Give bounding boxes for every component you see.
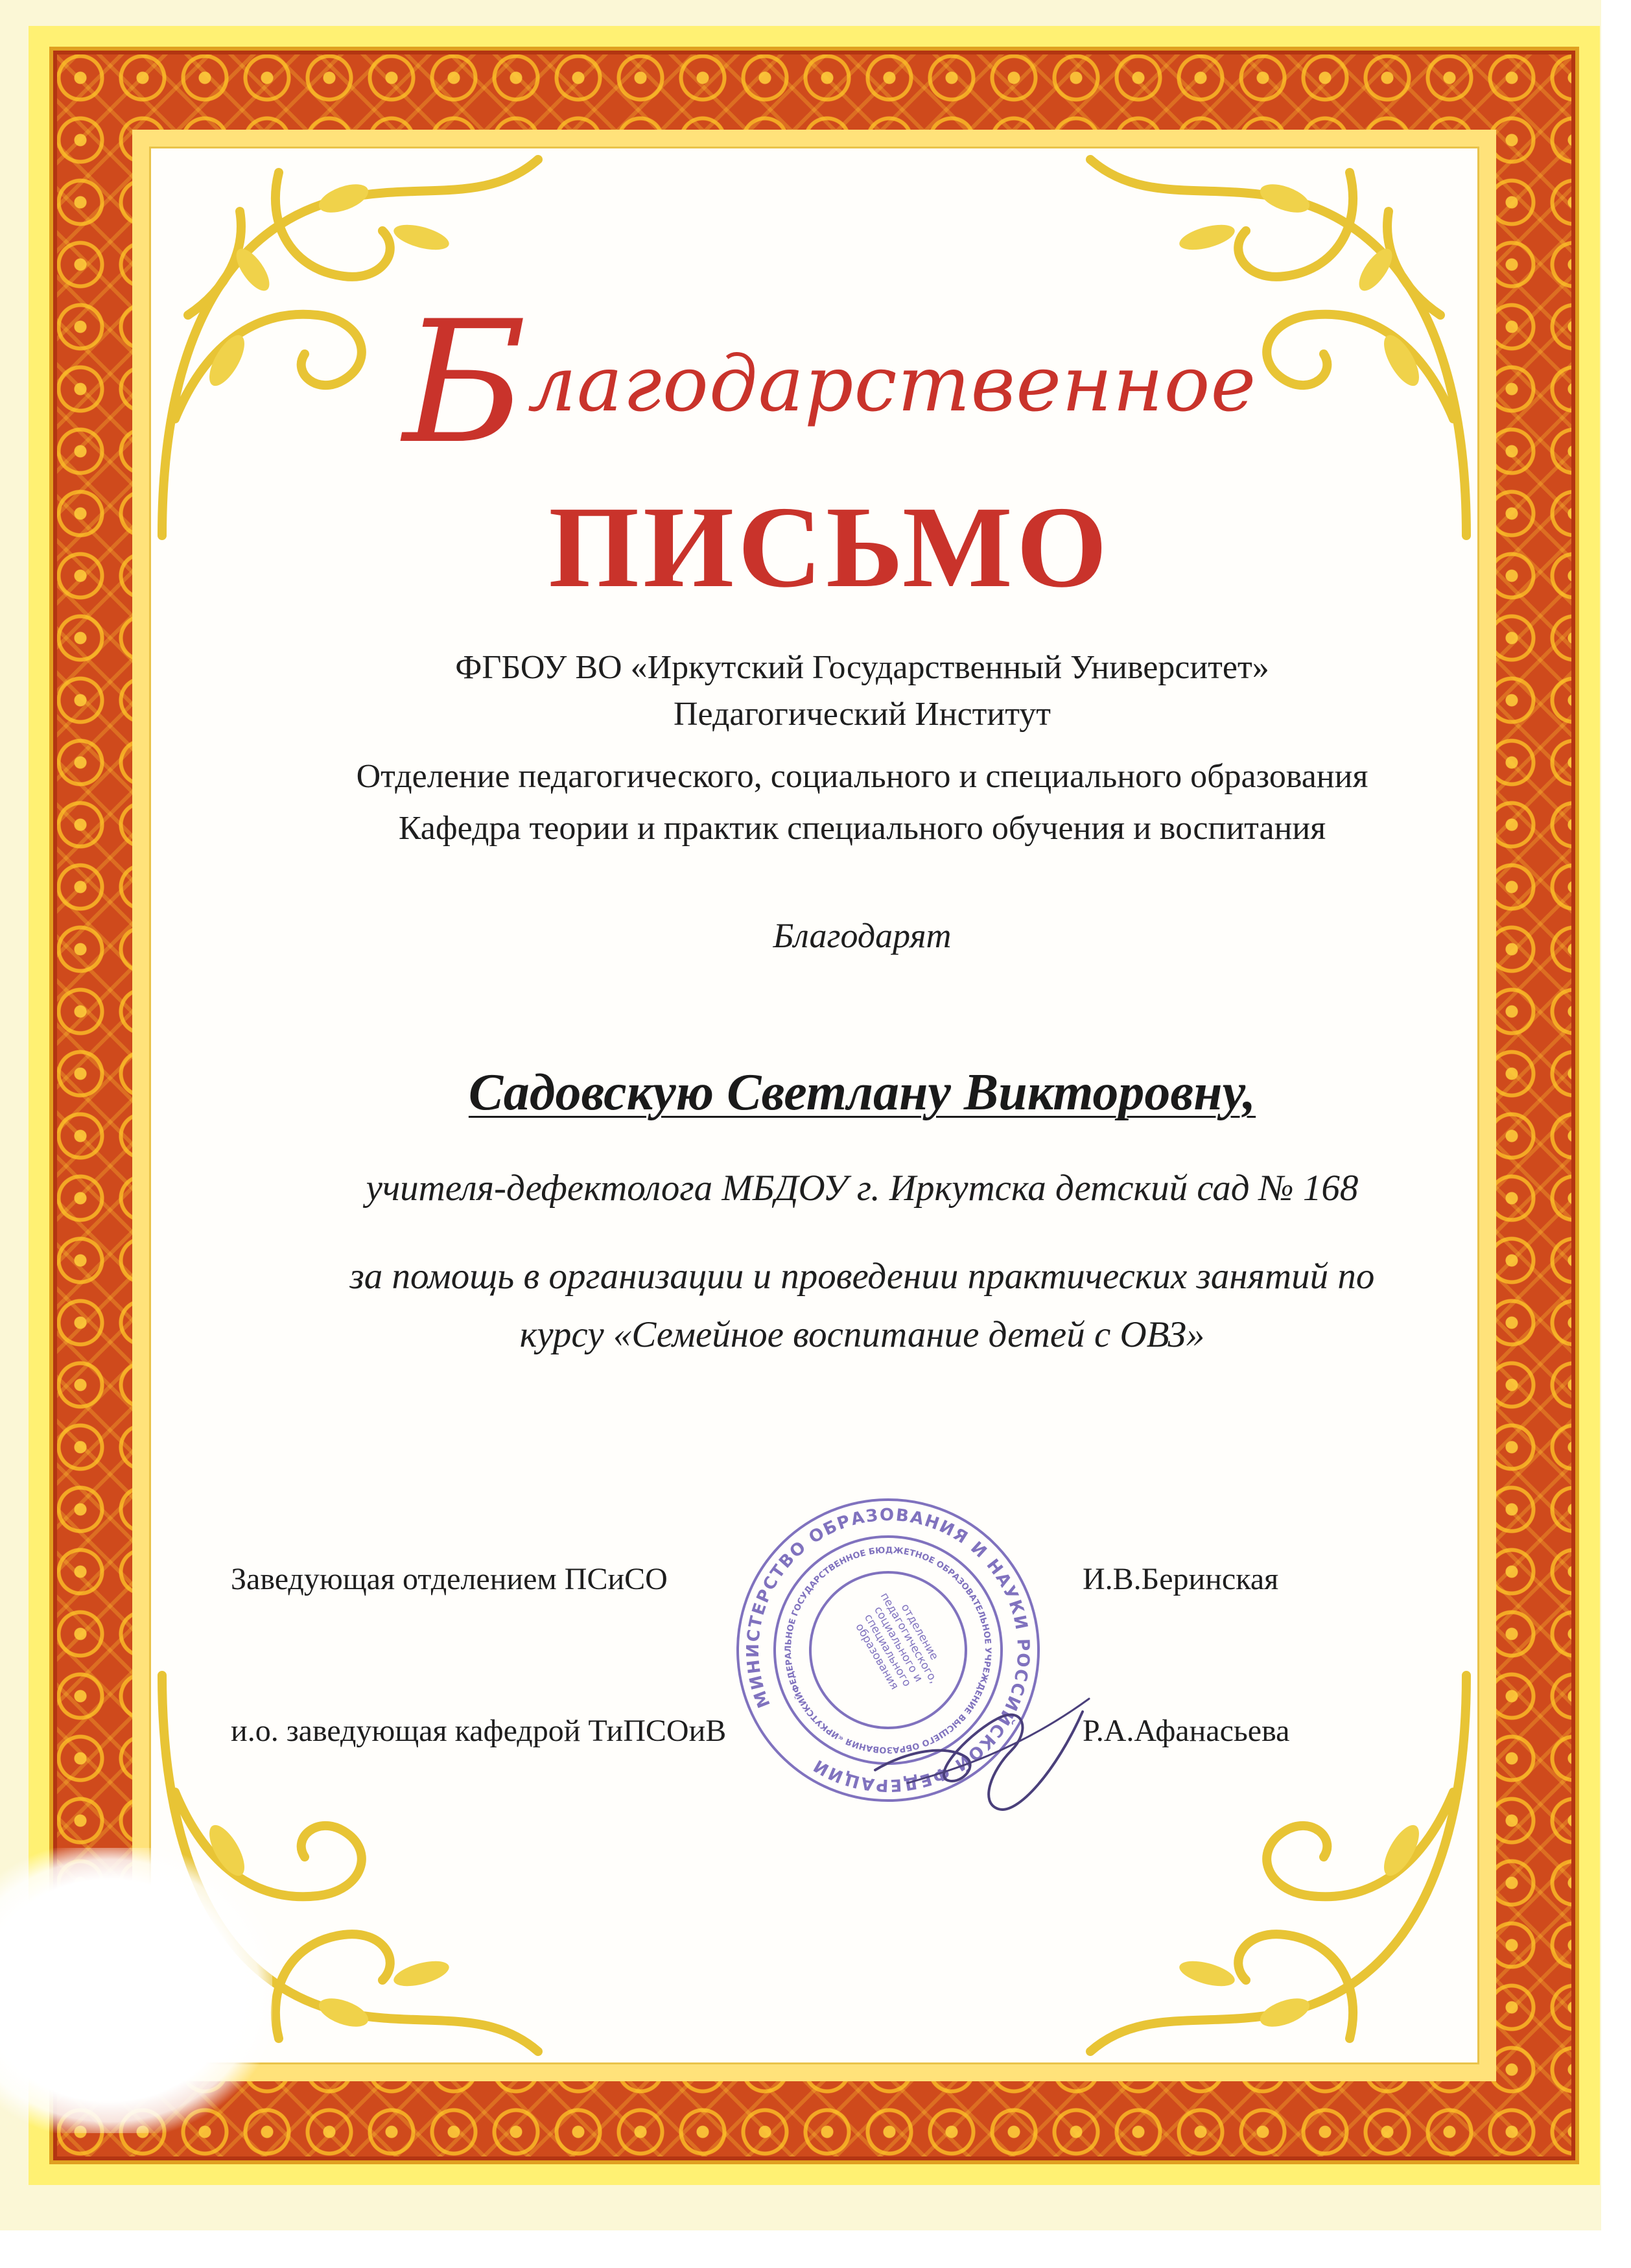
recipient-name: Садовскую Светлану Викторовну, xyxy=(468,1064,1256,1121)
reason-line-2: курсу «Семейное воспитание детей с ОВЗ» xyxy=(519,1314,1205,1355)
title-script-capital: Б xyxy=(403,285,528,481)
stamp-middle-ring-text: ФЕДЕРАЛЬНОЕ ГОСУДАРСТВЕННОЕ БЮДЖЕТНОЕ ОБРАЗОВАТЕЛЬНОЕ УЧРЕЖДЕНИЕ ВЫСШЕГО ОБРАЗОВАНИЯ «ИРКУТСКИЙ xyxy=(783,1545,993,1755)
organization-line-1: ФГБОУ ВО «Иркутский Государственный Университет» xyxy=(455,649,1269,686)
title-main: ПИСЬМО xyxy=(548,482,1111,611)
signatory-1-name: И.В.Беринская xyxy=(1083,1562,1279,1596)
title-script-rest: лагодарственное xyxy=(527,339,1257,429)
reason-line-1: за помощь в организации и проведении практических занятий по xyxy=(349,1256,1375,1297)
signatory-2-name: Р.А.Афанасьева xyxy=(1083,1714,1290,1748)
organization-line-2: Педагогический Институт xyxy=(674,696,1051,733)
organization-line-3: Отделение педагогического, социального и специального образования xyxy=(356,758,1368,795)
signatory-1-position: Заведующая отделением ПСиСО xyxy=(231,1562,668,1596)
signatory-2-position: и.о. заведующая кафедрой ТиПСОиВ xyxy=(231,1714,727,1748)
stamp-outer-ring-text: МИНИСТЕРСТВО ОБРАЗОВАНИЯ И НАУКИ РОССИЙСКОЙ ФЕДЕРАЦИИ xyxy=(743,1505,1033,1795)
recipient-position: учителя-дефектолога МБДОУ г. Иркутска детский сад № 168 xyxy=(366,1168,1359,1209)
handwritten-signature-icon xyxy=(869,1673,1102,1828)
thanks-word: Благодарят xyxy=(773,916,952,955)
paper-wear-mark xyxy=(0,1848,272,2133)
organization-line-4: Кафедра теории и практик специального обучения и воспитания xyxy=(398,810,1326,847)
stamp-center-text: отделение педагогического, социального и специального образования xyxy=(852,1590,941,1692)
title-script xyxy=(311,285,1348,481)
